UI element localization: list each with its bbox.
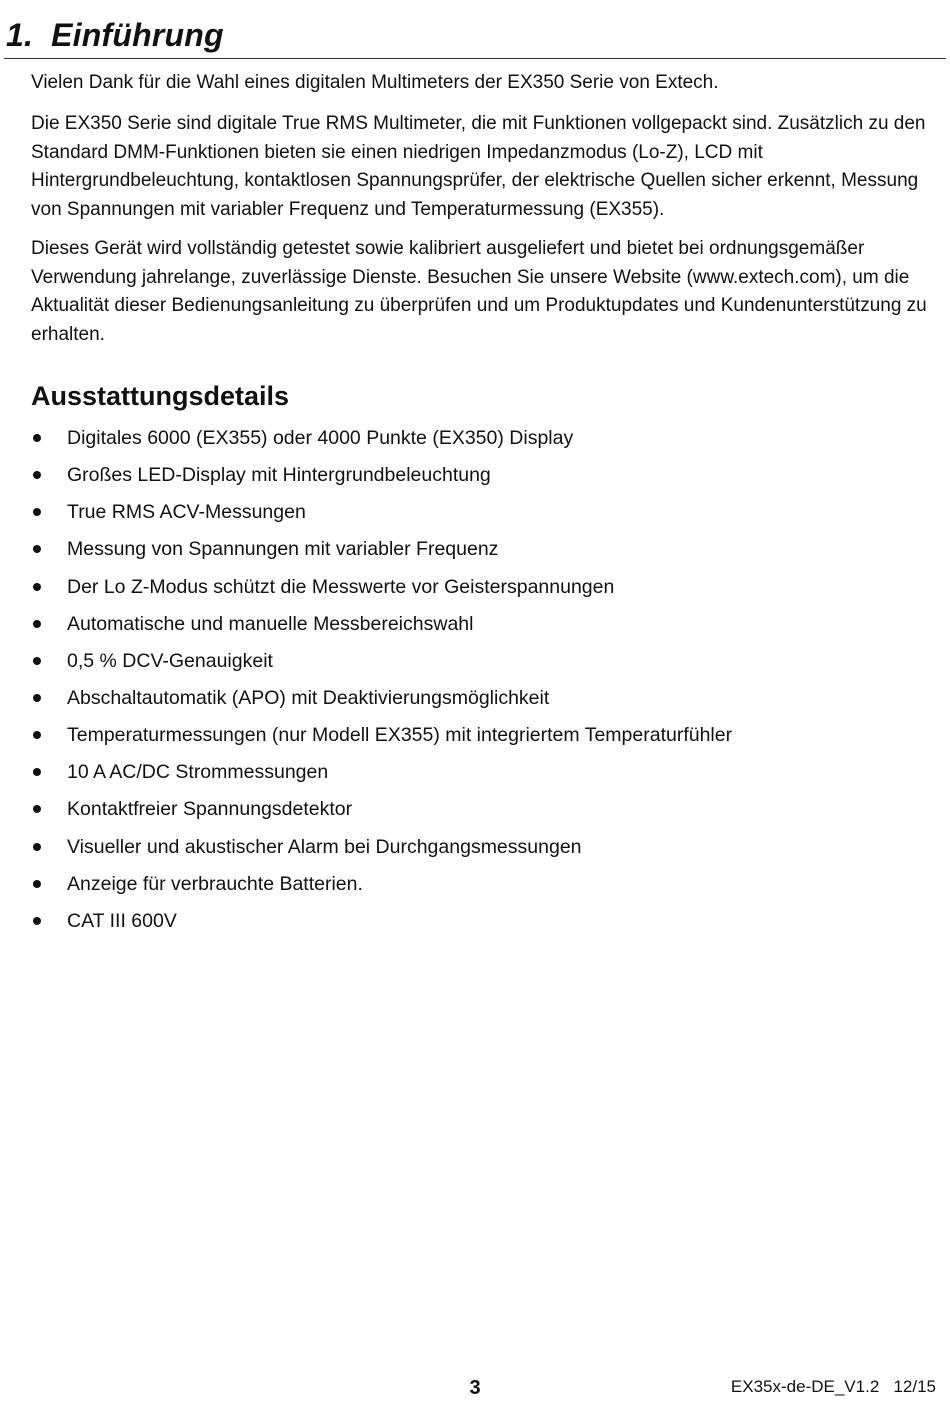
feature-list — [31, 423, 931, 943]
feature-text: True RMS ACV-Messungen — [67, 501, 306, 524]
feature-list-item — [31, 757, 931, 794]
bullet-icon — [33, 694, 41, 702]
feature-text: 10 A AC/DC Strommessungen — [67, 761, 329, 784]
bullet-icon — [33, 434, 41, 442]
bullet-icon — [33, 508, 41, 516]
feature-text: Anzeige für verbrauchte Batterien. — [67, 872, 363, 895]
feature-list-item — [31, 832, 931, 869]
feature-list-item — [31, 794, 931, 831]
intro-paragraph-2: Die EX350 Serie sind digitale True RMS Multimeter, die mit Funktionen vollgepackt sind. Zusätzlich zu den Standard DMM-Funktionen bieten sie einen niedrigen Impedanzmodus (Lo-Z), LCD mit Hintergrundbeleuchtung, kontaktlosen Spannungsprüfer, der elektrische Quellen sicher erkennt, Messung von Spannungen mit variabler Frequenz und Temperaturmessung (EX355). — [31, 113, 926, 221]
feature-list-item — [31, 720, 931, 757]
feature-text: Messung von Spannungen mit variabler Frequenz — [67, 538, 499, 561]
feature-text: Temperaturmessungen (nur Modell EX355) mit integriertem Temperaturfühler — [67, 724, 733, 747]
chapter-title: Einführung — [51, 17, 224, 53]
bullet-icon — [33, 917, 41, 925]
feature-list-item — [31, 906, 931, 943]
feature-text: Abschaltautomatik (APO) mit Deaktivierungsmöglichkeit — [67, 686, 550, 709]
feature-list-item — [31, 609, 931, 646]
feature-text: Visueller und akustischer Alarm bei Durchgangsmessungen — [67, 835, 582, 858]
bullet-icon — [33, 731, 41, 739]
bullet-icon — [33, 583, 41, 591]
feature-list-item — [31, 497, 931, 534]
bullet-icon — [33, 805, 41, 813]
bullet-icon — [33, 471, 41, 479]
feature-list-item — [31, 683, 931, 720]
feature-list-item — [31, 460, 931, 497]
feature-text: 0,5 % DCV-Genauigkeit — [67, 649, 273, 672]
chapter-heading — [6, 14, 224, 56]
document-code: EX35x-de-DE_V1.2 12/15 — [730, 1377, 936, 1396]
bullet-icon — [33, 620, 41, 628]
feature-text: Digitales 6000 (EX355) oder 4000 Punkte (EX350) Display — [67, 427, 574, 449]
feature-text: Automatische und manuelle Messbereichswahl — [67, 612, 474, 635]
features-heading: Ausstattungsdetails — [31, 381, 290, 411]
feature-text: Der Lo Z-Modus schützt die Messwerte vor Geisterspannungen — [67, 575, 615, 598]
feature-text: Kontaktfreier Spannungsdetektor — [67, 798, 353, 821]
feature-list-item — [31, 869, 931, 906]
feature-list-item — [31, 423, 931, 460]
bullet-icon — [33, 768, 41, 776]
chapter-number: 1. — [6, 17, 34, 53]
bullet-icon — [33, 657, 41, 665]
intro-paragraph-3: Dieses Gerät wird vollständig getestet sowie kalibriert ausgeliefert und bietet bei ordnungsgemäßer Verwendung jahrelange, zuverlässige Dienste. Besuchen Sie unsere Website (www.extech.com), um die Aktualität dieser Bedienungsanleitung zu überprüfen und um Produktupdates und Kundenunterstützung zu erhalten. — [31, 238, 927, 346]
page-number: 3 — [469, 1377, 481, 1399]
feature-text: CAT III 600V — [67, 909, 177, 932]
bullet-icon — [33, 545, 41, 553]
feature-list-item — [31, 572, 931, 609]
intro-paragraph-1: Vielen Dank für die Wahl eines digitalen Multimeters der EX350 Serie von Extech. — [31, 72, 719, 93]
heading-divider — [4, 58, 946, 59]
bullet-icon — [33, 843, 41, 851]
feature-list-item — [31, 534, 931, 571]
feature-list-item — [31, 646, 931, 683]
bullet-icon — [33, 880, 41, 888]
feature-text: Großes LED-Display mit Hintergrundbeleuchtung — [67, 464, 491, 487]
